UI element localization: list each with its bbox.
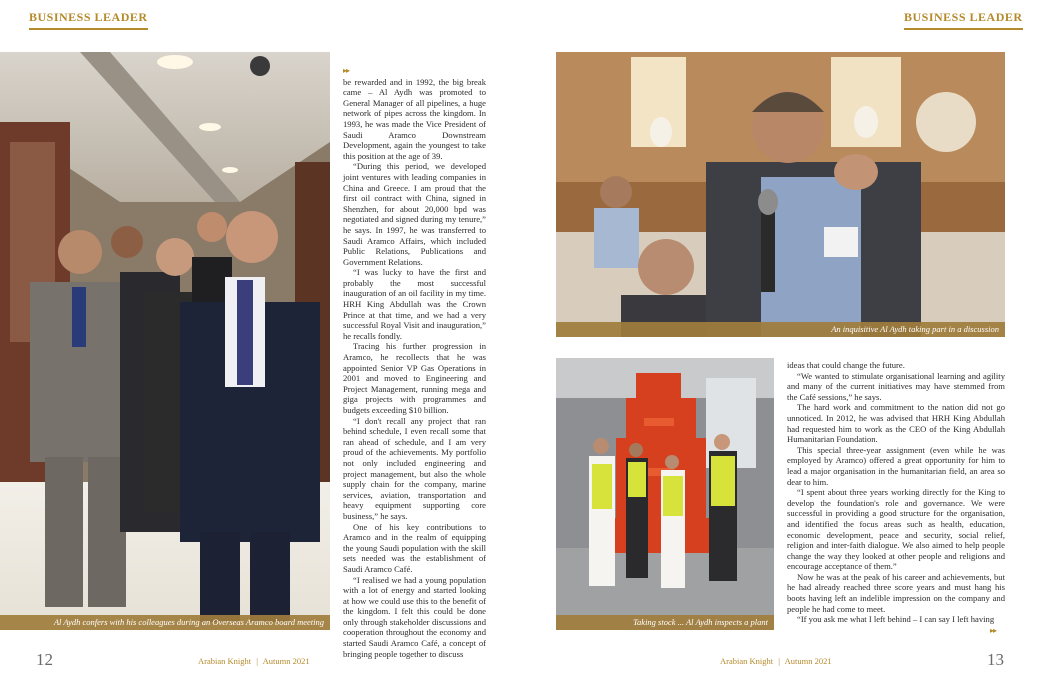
paragraph: “If you ask me what I left behind – I can say I left having [797,614,995,625]
paragraph: Tracing his further progression in Aramco, he recollects that he was appointed Senior VP Gas Operations in 2001 and moved to Engineering and Project Management, running mega and giga projects with programmes and budgets exceeding $10 billion. [343,341,486,415]
section-tag-right: BUSINESS LEADER [904,10,1023,30]
paragraph: “I realised we had a young population with a lot of energy and started looking at how we could use this to the benefit of the kingdom. I felt this could be done only through stakeholder discussions and cooperation throughout the economy and started Saudi Aramco Café, a concept of bringing people together to discuss [343,574,486,659]
left-page-number: 12 [36,650,53,669]
right-page-number: 13 [987,650,1004,669]
section-tag-left: BUSINESS LEADER [29,10,148,30]
meeting-photo-caption: Al Aydh confers with his colleagues during an Overseas Aramco board meeting [0,615,330,630]
left-footer-publication [198,656,310,666]
discussion-photo [556,52,1005,337]
paragraph: “I don't recall any project that ran behind schedule, I even recall some that ran ahead of schedule, and I am very proud of the achievements. My portfolio not only included engineering and project management, but also the whole supply chain for the company, marine services, aviation, transportation and heavy equipment supporting core business,” he says. [343,415,486,521]
left-text-column [343,66,486,659]
paragraph: “We wanted to stimulate organisational learning and agility and many of the current initiatives may have stemmed from the Café sessions,” he says. [787,370,1005,402]
footer-separator: | [778,656,780,666]
plant-photo-caption: Taking stock ... Al Aydh inspects a plant [556,615,774,630]
paragraph: This special three-year assignment (even while he was employed by Aramco) offered a great opportunity for him to lead a major organisation in the humanitarian field, an area so dear to him. [787,444,1005,487]
right-footer-publication [720,656,832,666]
continued-arrow-icon: ▸▸ [343,66,350,75]
continues-arrow-icon: ▸▸ [990,626,997,635]
issue-label: Autumn 2021 [262,656,310,666]
discussion-photo-caption: An inquisitive Al Aydh taking part in a discussion [556,322,1005,337]
meeting-photo-illustration [0,52,330,630]
footer-separator: | [256,656,258,666]
paragraph: One of his key contributions to Aramco and in the realm of equipping the young Saudi population with the skill sets needed was the establishment of Saudi Aramco Café. [343,521,486,574]
paragraph: Now he was at the peak of his career and achievements, but he had already reached three score years and must hang his boots having left an indelible impression on the company and people he had come to meet. [787,571,1005,614]
paragraph: “I was lucky to have the first and probably the most successful inauguration of an oil facility in my time. HRH King Abdullah was the Crown Prince at that time, and we had a very successful Royal Visit and inauguration,” he recalls fondly. [343,267,486,341]
discussion-photo-illustration [556,52,1005,337]
plant-photo-illustration [556,358,774,630]
plant-photo [556,358,774,630]
paragraph: The hard work and commitment to the nation did not go unnoticed. In 2012, he was advised that HRH King Abdullah had requested him to work as the CEO of the King Abdullah Humanitarian Foundation. [787,402,1005,445]
publication-name: Arabian Knight [198,656,252,666]
paragraph: ideas that could change the future. [787,360,905,370]
meeting-photo [0,52,330,630]
paragraph: “I spent about three years working directly for the King to develop the foundation's role and governance. We were successful in providing a good structure for the organisation, and identified the focus areas such as health, education, economic development, peace and security, social relief, religion and inter-faith dialogue. We also aimed to help people change the way they looked at other people and religions and encourage acceptance of them.” [787,487,1005,572]
paragraph: “During this period, we developed joint ventures with leading companies in China and Greece. I am proud that the first oil contract with China, signed in Shenzhen, for about 20,000 bpd was negotiated and signed during my tenure,” he says. In 1997, he was transferred to Saudi Aramco Affairs, which included Public Relations, Publications and Government Relations. [343,161,486,267]
issue-label: Autumn 2021 [784,656,832,666]
publication-name: Arabian Knight [720,656,774,666]
right-text-column [787,360,1005,636]
paragraph: be rewarded and in 1992, the big break came – Al Aydh was promoted to General Manager of all pipelines, a huge network of pipes across the kingdom. In 1993, he was made the Vice President of Saudi Aramco Downstream Development, again the youngest to take this position at the age of 39. [343,76,486,161]
